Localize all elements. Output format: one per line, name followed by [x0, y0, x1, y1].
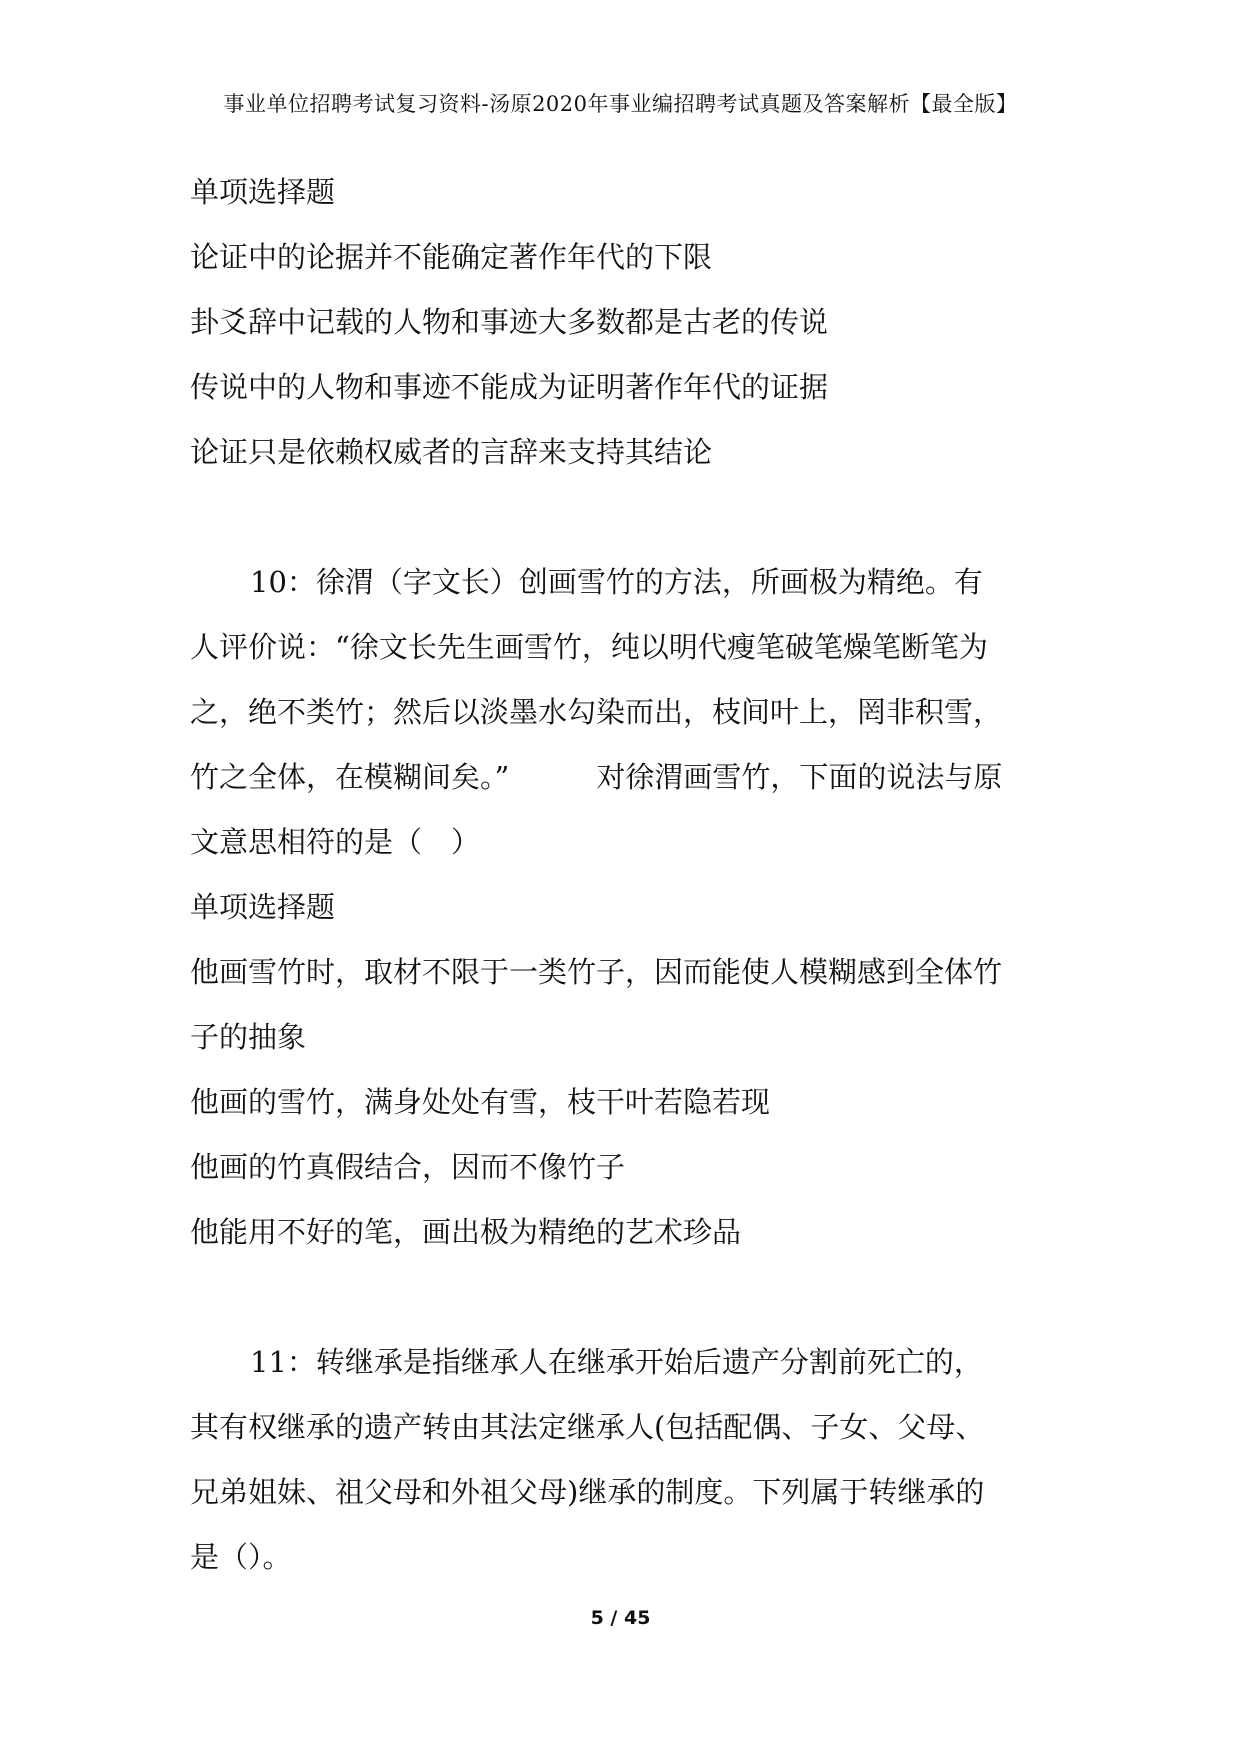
- option-a-continued: 子的抽象: [190, 1020, 307, 1054]
- question-10-stem-line: 之，绝不类竹；然后以淡墨水勾染而出，枝间叶上，罔非积雪，: [190, 695, 1003, 729]
- option-d: 论证只是依赖权威者的言辞来支持其结论: [190, 435, 713, 469]
- question-11-stem-line: 兄弟姐妹、祖父母和外祖父母)继承的制度。下列属于转继承的: [190, 1475, 985, 1509]
- option-b: 卦爻辞中记载的人物和事迹大多数都是古老的传说: [190, 305, 829, 339]
- question-9-options: [190, 160, 1070, 485]
- question-10-stem-line: 文意思相符的是（ ）: [190, 825, 481, 859]
- question-type-label: 单项选择题: [190, 175, 336, 209]
- option-a: 他画雪竹时，取材不限于一类竹子，因而能使人模糊感到全体竹: [190, 955, 1003, 989]
- option-a: 论证中的论据并不能确定著作年代的下限: [190, 240, 713, 274]
- question-10: [190, 550, 1070, 1265]
- question-10-stem-line: 竹之全体，在模糊间矣。” 对徐渭画雪竹，下面的说法与原: [190, 760, 1003, 794]
- option-b: 他画的雪竹，满身处处有雪，枝干叶若隐若现: [190, 1085, 771, 1119]
- option-d: 他能用不好的笔，画出极为精绝的艺术珍品: [190, 1215, 742, 1249]
- option-c: 他画的竹真假结合，因而不像竹子: [190, 1150, 626, 1184]
- page-indicator: 5 / 45: [590, 1607, 651, 1629]
- question-11-stem-line: 是（）。: [190, 1540, 292, 1574]
- question-11-stem-line: 11：转继承是指继承人在继承开始后遗产分割前死亡的，: [250, 1345, 983, 1379]
- question-11-stem-line: 其有权继承的遗产转由其法定继承人(包括配偶、子女、父母、: [190, 1410, 985, 1444]
- document-header: 事业单位招聘考试复习资料-汤原2020年事业编招聘考试真题及答案解析【最全版】: [223, 92, 1018, 116]
- question-10-stem-line: 10：徐渭（字文长）创画雪竹的方法，所画极为精绝。有: [250, 565, 983, 599]
- question-10-stem-line: 人评价说：“徐文长先生画雪竹，纯以明代瘦笔破笔燥笔断笔为: [190, 630, 988, 664]
- option-c: 传说中的人物和事迹不能成为证明著作年代的证据: [190, 370, 829, 404]
- document-body: [190, 160, 1070, 1590]
- question-type-label: 单项选择题: [190, 890, 336, 924]
- question-11: [190, 1330, 1070, 1590]
